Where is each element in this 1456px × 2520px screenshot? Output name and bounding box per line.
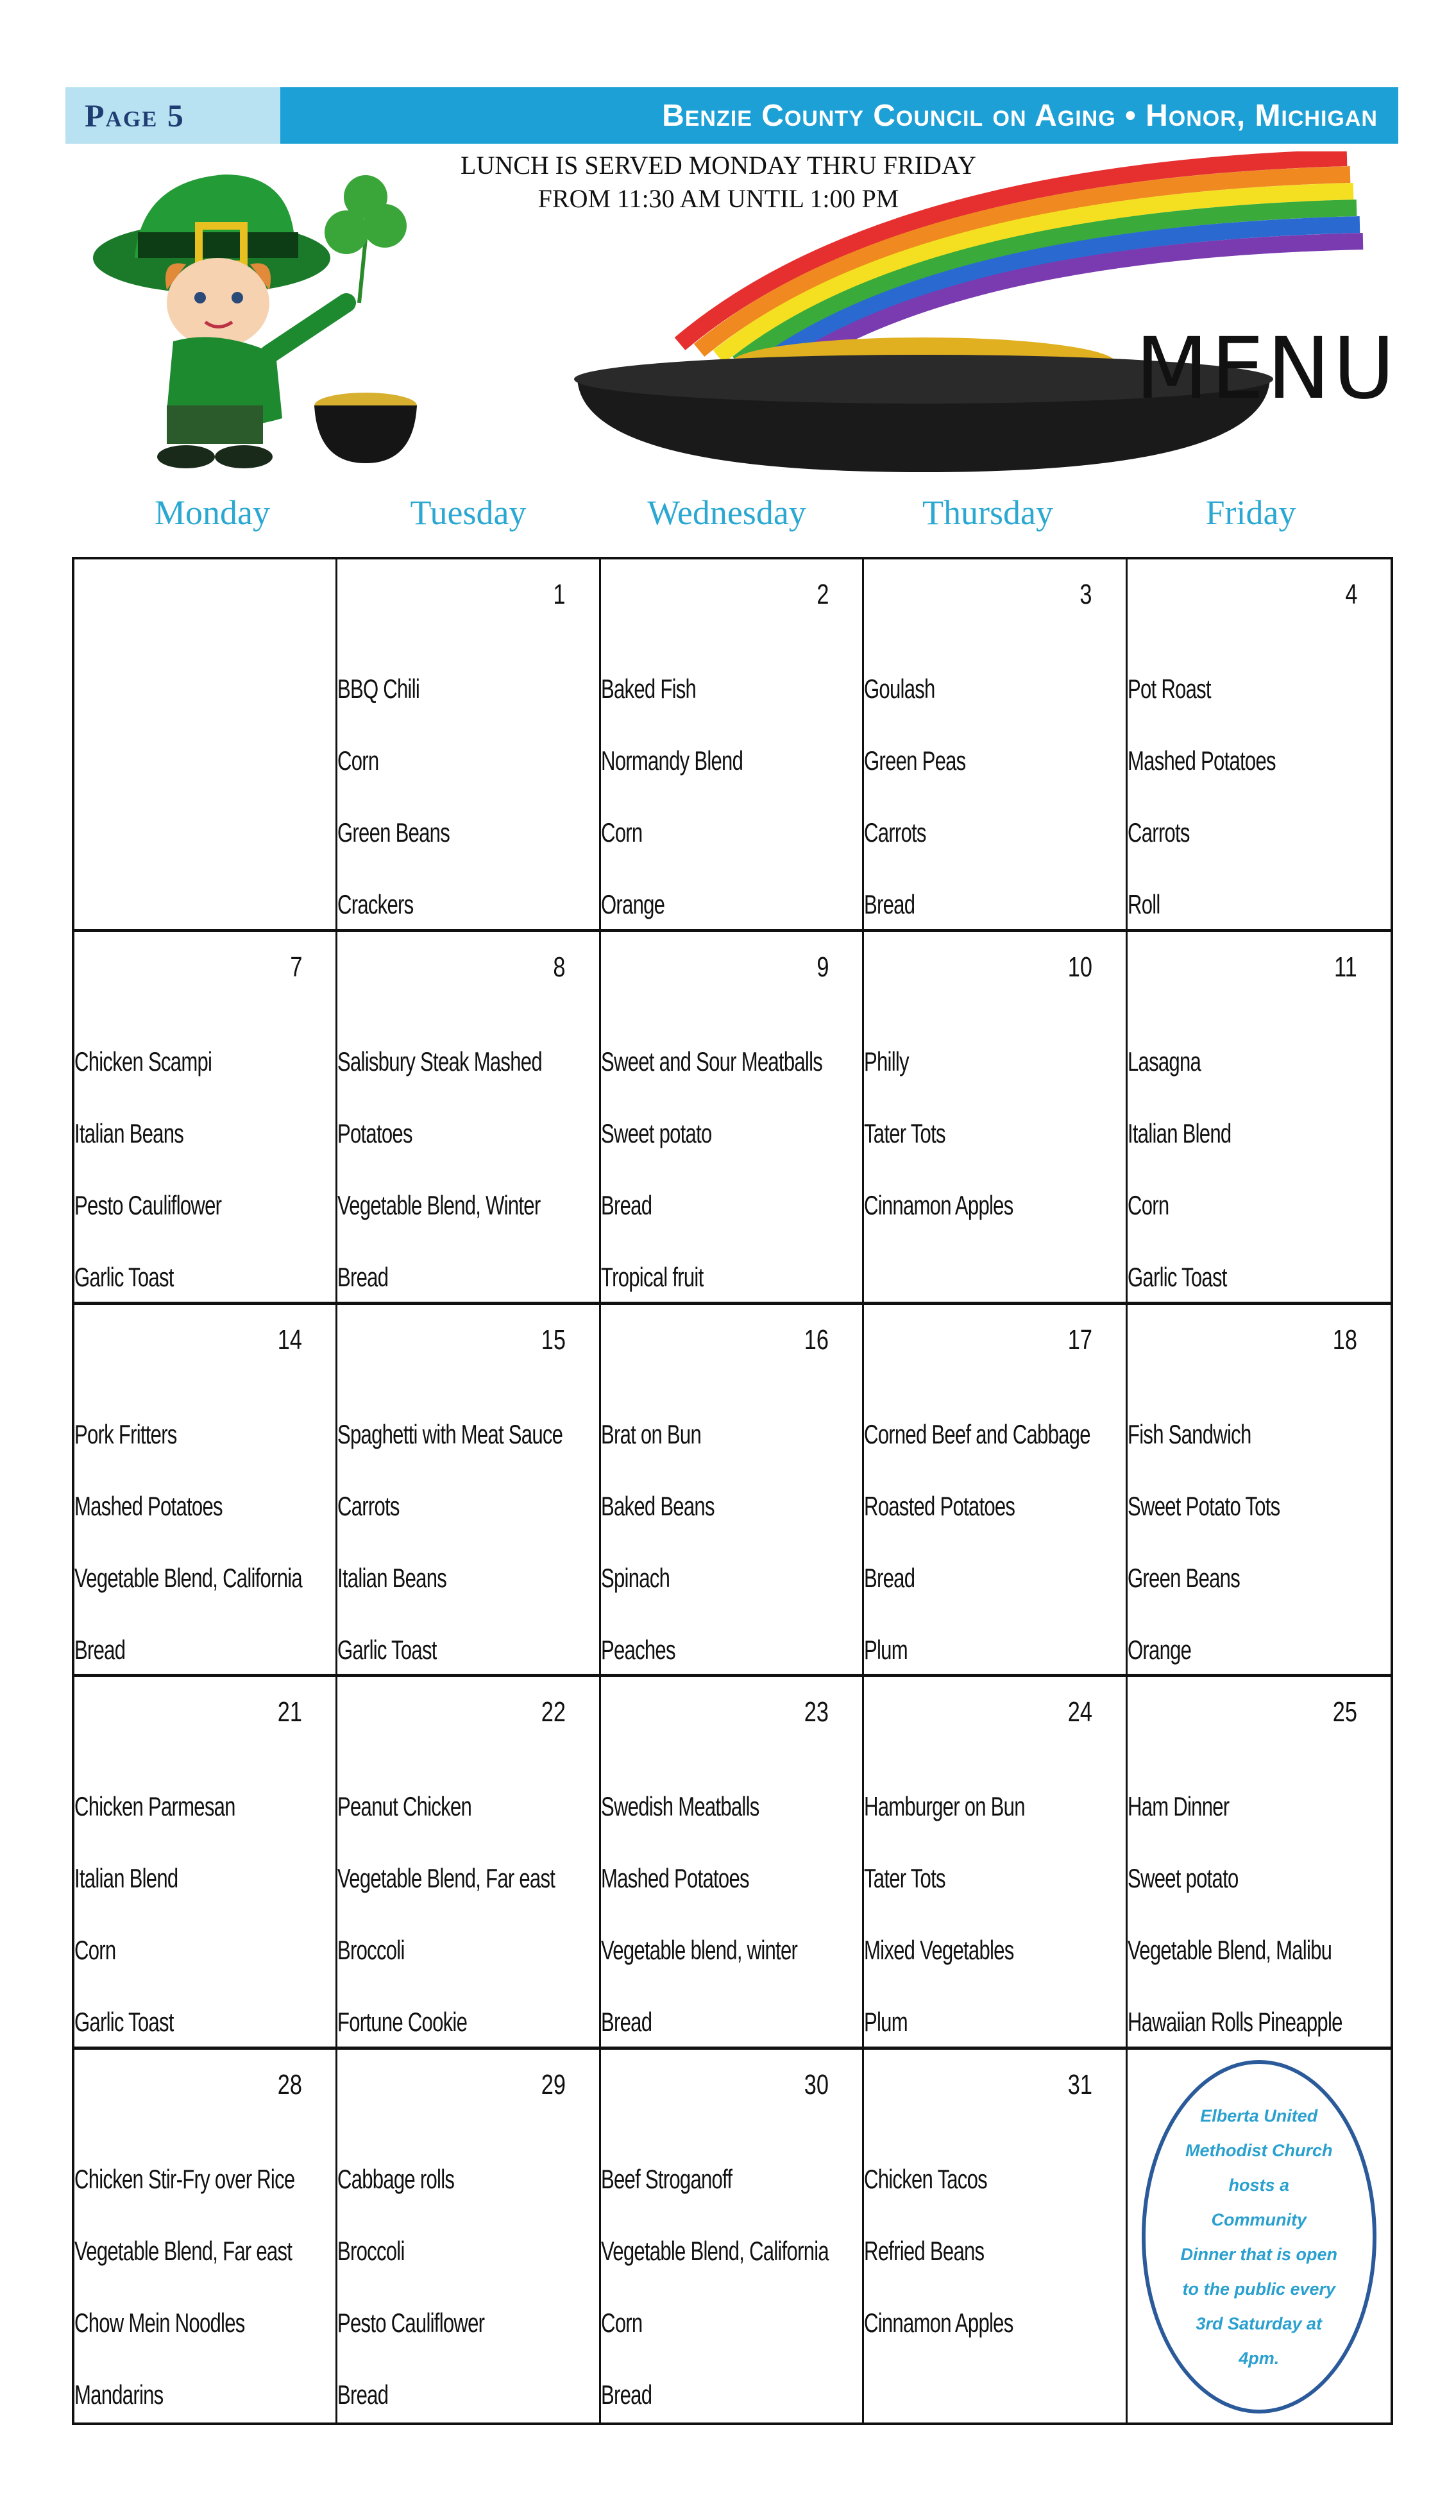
menu-item: Italian Beans	[337, 1562, 447, 1593]
weekday-header-wednesday: Wednesday	[647, 493, 806, 532]
day-number: 28	[278, 2069, 303, 2101]
day-number: 11	[1334, 951, 1357, 983]
menu-item: Refried Beans	[864, 2236, 985, 2267]
menu-item: Lasagna	[1127, 1046, 1201, 1077]
calendar-day-cell	[1128, 2050, 1391, 2422]
calendar-day-cell	[601, 932, 864, 1305]
menu-item: Carrots	[337, 1490, 400, 1521]
menu-item: Corn	[600, 2308, 643, 2338]
menu-item: Pesto Cauliflower	[337, 2308, 485, 2338]
menu-item: Hamburger on Bun	[864, 1791, 1025, 1822]
menu-item: Roll	[1127, 889, 1160, 919]
menu-item-list	[601, 2164, 862, 2422]
menu-item: Bread	[600, 2380, 652, 2410]
calendar-day-cell	[337, 1677, 600, 2050]
calendar-day-cell	[1128, 1677, 1391, 2050]
menu-item-list	[337, 674, 598, 932]
menu-item: Mashed Potatoes	[600, 1863, 749, 1894]
menu-item: Garlic Toast	[1127, 1261, 1227, 1292]
menu-item: Vegetable blend, winter	[600, 1935, 797, 1966]
menu-item: Peaches	[600, 1634, 675, 1665]
menu-item: Corned Beef and Cabbage	[864, 1418, 1090, 1449]
menu-item: Green Beans	[337, 817, 450, 847]
calendar-day-cell	[864, 932, 1127, 1305]
menu-item-list	[337, 1419, 598, 1678]
day-number: 7	[290, 951, 303, 983]
menu-item: Hawaiian Rolls Pineapple	[1127, 2007, 1342, 2038]
menu-item: Ham Dinner	[1127, 1791, 1230, 1822]
day-number: 29	[541, 2069, 566, 2101]
weekday-header-tuesday: Tuesday	[410, 493, 527, 532]
day-number: 18	[1332, 1324, 1357, 1356]
menu-item: Potatoes	[337, 1118, 413, 1148]
calendar-day-cell	[601, 1677, 864, 2050]
menu-item: Spinach	[600, 1562, 670, 1593]
day-number: 1	[553, 579, 566, 610]
day-number: 8	[553, 951, 566, 983]
menu-item: Italian Blend	[74, 1863, 178, 1894]
calendar-day-cell	[601, 2050, 864, 2422]
calendar-day-cell	[1128, 1305, 1391, 1678]
menu-item: Green Beans	[1127, 1562, 1240, 1593]
menu-item: Bread	[337, 1261, 389, 1292]
menu-item: Baked Fish	[600, 674, 696, 704]
day-number: 15	[541, 1324, 566, 1356]
menu-item-list	[74, 1419, 335, 1678]
calendar-day-cell	[864, 1677, 1127, 2050]
calendar-day-cell	[601, 559, 864, 932]
calendar-day-cell	[74, 1677, 337, 2050]
leprechaun-illustration	[90, 162, 475, 476]
menu-item: Mashed Potatoes	[1127, 745, 1276, 776]
menu-item: Mixed Vegetables	[864, 1935, 1014, 1966]
note-line: 4pm.	[1239, 2348, 1280, 2368]
menu-item: Corn	[337, 745, 379, 776]
menu-item: Chicken Parmesan	[74, 1791, 235, 1822]
calendar-day-cell	[601, 1305, 864, 1678]
menu-item: Bread	[600, 2007, 652, 2038]
menu-item: Normandy Blend	[600, 745, 743, 776]
menu-item-list	[864, 1419, 1125, 1678]
calendar-day-cell	[337, 932, 600, 1305]
weekday-header-thursday: Thursday	[922, 493, 1053, 532]
menu-item: Cinnamon Apples	[864, 1189, 1013, 1220]
menu-item: Plum	[864, 2007, 908, 2038]
menu-item: Vegetable Blend, Winter	[337, 1189, 541, 1220]
page-number-label: Page 5	[65, 87, 280, 144]
menu-item-list	[1128, 674, 1391, 932]
menu-item-list	[864, 1046, 1125, 1262]
menu-item: Carrots	[1127, 817, 1190, 847]
menu-item: Green Peas	[864, 745, 966, 776]
menu-item: Sweet potato	[1127, 1863, 1239, 1894]
menu-item-list	[337, 1791, 598, 2050]
day-number: 22	[541, 1696, 566, 1728]
calendar-day-cell	[337, 559, 600, 932]
menu-item: Carrots	[864, 817, 926, 847]
menu-item: Corn	[74, 1935, 116, 1966]
menu-item-list	[864, 2164, 1125, 2380]
community-dinner-note	[1142, 2060, 1376, 2414]
menu-item: Cinnamon Apples	[864, 2308, 1013, 2338]
menu-item-list	[1128, 1791, 1391, 2050]
day-number: 24	[1067, 1696, 1092, 1728]
menu-item: Salisbury Steak Mashed	[337, 1046, 543, 1077]
menu-item-list	[74, 2164, 335, 2422]
menu-item: Bread	[600, 1189, 652, 1220]
menu-item-list	[1128, 1046, 1391, 1305]
menu-item: Chicken Scampi	[74, 1046, 212, 1077]
menu-item: Bread	[864, 1562, 915, 1593]
calendar-day-cell	[1128, 932, 1391, 1305]
menu-item: Corn	[600, 817, 643, 847]
menu-item: Sweet potato	[600, 1118, 712, 1148]
menu-item: Tater Tots	[864, 1118, 945, 1148]
menu-item-list	[74, 1791, 335, 2050]
menu-item: Sweet Potato Tots	[1127, 1490, 1280, 1521]
menu-item: Italian Blend	[1127, 1118, 1232, 1148]
menu-item: Beef Stroganoff	[600, 2164, 732, 2195]
menu-item: Bread	[864, 889, 915, 919]
menu-item: Tater Tots	[864, 1863, 945, 1894]
day-number: 21	[278, 1696, 303, 1728]
note-line: to the public every	[1182, 2279, 1336, 2299]
calendar-day-cell	[337, 2050, 600, 2422]
menu-item-list	[601, 1791, 862, 2050]
menu-item: Crackers	[337, 889, 414, 919]
menu-item: Vegetable Blend, Far east	[74, 2236, 292, 2267]
menu-item: BBQ Chili	[337, 674, 420, 704]
calendar-day-cell	[864, 2050, 1127, 2422]
menu-item: Chicken Tacos	[864, 2164, 988, 2195]
menu-item: Chicken Stir-Fry over Rice	[74, 2164, 295, 2195]
menu-item: Philly	[864, 1046, 910, 1077]
day-number: 4	[1344, 579, 1357, 610]
day-number: 10	[1067, 951, 1092, 983]
weekday-header-monday: Monday	[155, 493, 270, 532]
menu-item: Vegetable Blend, California	[600, 2236, 829, 2267]
menu-item: Baked Beans	[600, 1490, 715, 1521]
menu-item: Orange	[1127, 1634, 1191, 1665]
calendar-day-cell	[337, 1305, 600, 1678]
rainbow-pot-of-gold-illustration	[564, 151, 1398, 485]
menu-item: Goulash	[864, 674, 935, 704]
menu-item: Brat on Bun	[600, 1418, 701, 1449]
day-number: 3	[1079, 579, 1092, 610]
menu-item: Pesto Cauliflower	[74, 1189, 222, 1220]
menu-item-list	[1128, 1419, 1391, 1678]
menu-item-list	[601, 674, 862, 932]
note-line: hosts a Community	[1211, 2175, 1307, 2229]
menu-item: Tropical fruit	[600, 1261, 704, 1292]
note-line: 3rd Saturday at	[1196, 2313, 1323, 2333]
menu-item: Italian Beans	[74, 1118, 184, 1148]
note-line: Dinner that is open	[1180, 2244, 1338, 2264]
calendar-day-cell	[74, 932, 337, 1305]
menu-item: Orange	[600, 889, 665, 919]
menu-item: Bread	[337, 2380, 389, 2410]
day-number: 2	[817, 579, 829, 610]
menu-item: Mashed Potatoes	[74, 1490, 223, 1521]
day-number: 9	[817, 951, 829, 983]
day-number: 25	[1332, 1696, 1357, 1728]
calendar-day-cell	[74, 559, 337, 932]
menu-item: Garlic Toast	[337, 1634, 437, 1665]
menu-title: MENU	[1135, 319, 1398, 418]
menu-item: Swedish Meatballs	[600, 1791, 759, 1822]
menu-item-list	[601, 1419, 862, 1678]
day-number: 31	[1067, 2069, 1092, 2101]
menu-item-list	[601, 1046, 862, 1305]
menu-item: Garlic Toast	[74, 2007, 174, 2038]
menu-item: Plum	[864, 1634, 908, 1665]
menu-item: Fish Sandwich	[1127, 1418, 1251, 1449]
menu-item-list	[337, 2164, 598, 2422]
menu-item: Corn	[1127, 1189, 1169, 1220]
menu-item: Bread	[74, 1634, 126, 1665]
menu-item: Broccoli	[337, 1935, 405, 1966]
note-line: Elberta United	[1200, 2106, 1318, 2125]
day-number: 17	[1067, 1324, 1092, 1356]
menu-item: Pork Fritters	[74, 1418, 177, 1449]
header-banner: Benzie County Council on Aging • Honor, Michigan	[280, 87, 1398, 144]
note-line: Methodist Church	[1185, 2140, 1333, 2160]
menu-item: Broccoli	[337, 2236, 405, 2267]
lunch-hours-line-2: FROM 11:30 AM UNTIL 1:00 PM	[538, 184, 899, 213]
menu-item: Cabbage rolls	[337, 2164, 455, 2195]
menu-calendar-grid	[72, 557, 1393, 2425]
menu-item: Vegetable Blend, Malibu	[1127, 1935, 1332, 1966]
menu-item: Mandarins	[74, 2380, 164, 2410]
day-number: 16	[804, 1324, 829, 1356]
menu-item: Spaghetti with Meat Sauce	[337, 1418, 563, 1449]
day-number: 14	[278, 1324, 303, 1356]
menu-item: Pot Roast	[1127, 674, 1211, 704]
menu-item: Sweet and Sour Meatballs	[600, 1046, 822, 1077]
lunch-hours-line-1: LUNCH IS SERVED MONDAY THRU FRIDAY	[461, 151, 976, 180]
menu-item: Vegetable Blend, California	[74, 1562, 302, 1593]
menu-item: Vegetable Blend, Far east	[337, 1863, 555, 1894]
day-number: 23	[804, 1696, 829, 1728]
menu-item-list	[74, 1046, 335, 1305]
day-number: 30	[804, 2069, 829, 2101]
menu-item-list	[337, 1046, 598, 1305]
menu-item-list	[864, 1791, 1125, 2050]
menu-item: Peanut Chicken	[337, 1791, 472, 1822]
community-dinner-note-text	[1179, 2099, 1339, 2376]
calendar-day-cell	[74, 2050, 337, 2422]
menu-item-list	[864, 674, 1125, 932]
weekday-header-friday: Friday	[1205, 493, 1296, 532]
menu-item: Fortune Cookie	[337, 2007, 468, 2038]
calendar-day-cell	[74, 1305, 337, 1678]
menu-item: Roasted Potatoes	[864, 1490, 1015, 1521]
calendar-day-cell	[864, 1305, 1127, 1678]
menu-item: Chow Mein Noodles	[74, 2308, 245, 2338]
calendar-day-cell	[1128, 559, 1391, 932]
menu-item: Garlic Toast	[74, 1261, 174, 1292]
calendar-day-cell	[864, 559, 1127, 932]
